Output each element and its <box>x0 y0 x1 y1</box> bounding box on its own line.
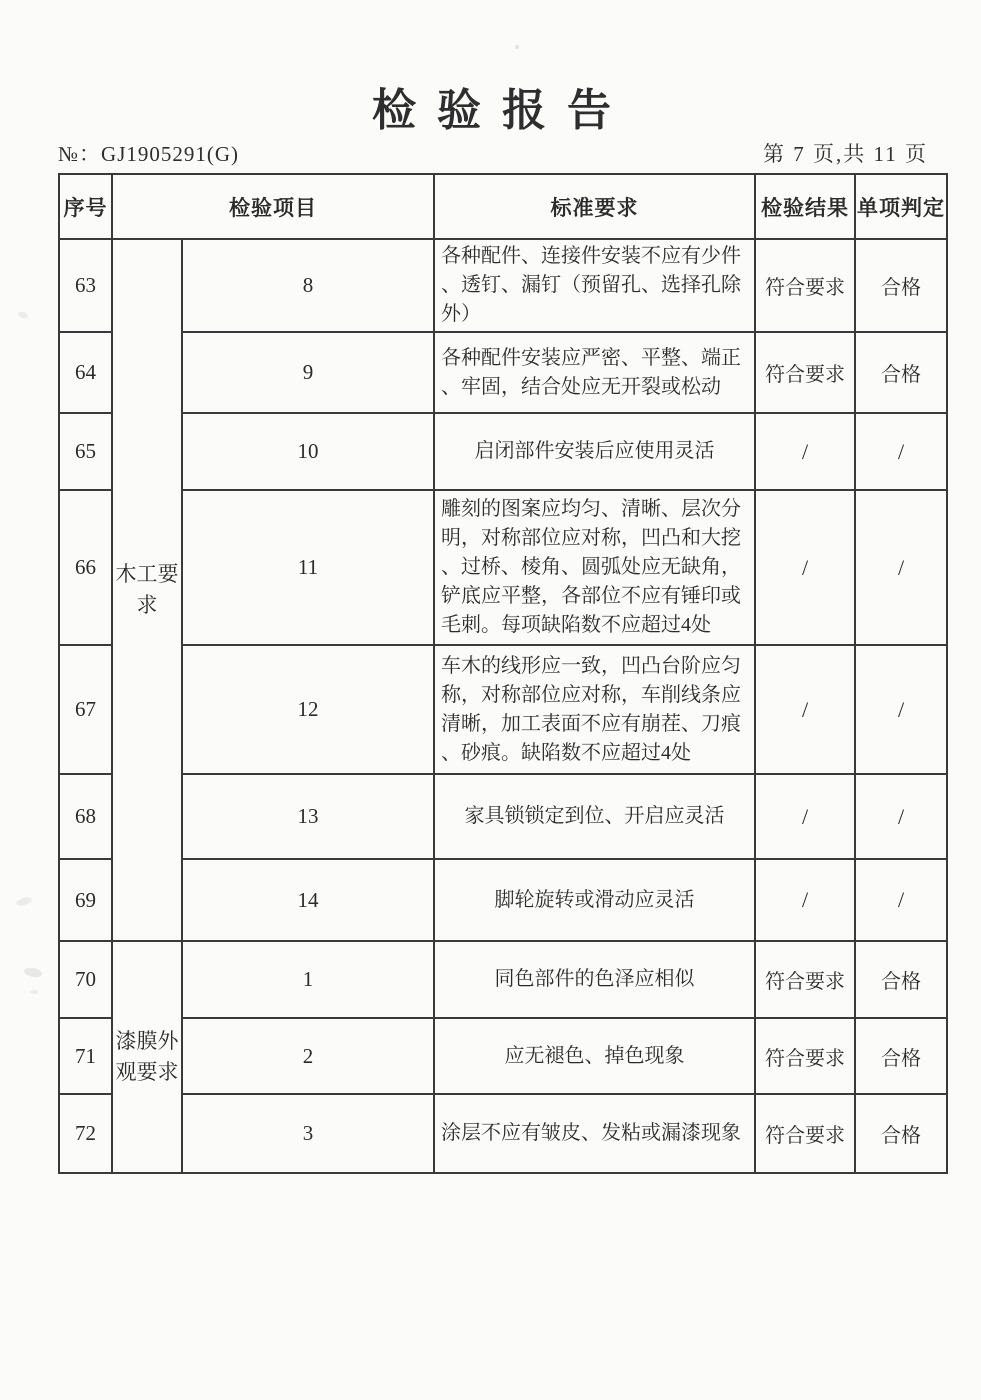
report-number: №：GJ1905291(G) <box>58 142 240 166</box>
result-cell: / <box>755 774 855 859</box>
item-no-cell: 14 <box>182 859 434 941</box>
judgment-cell: / <box>855 490 947 645</box>
judgment-cell: / <box>855 859 947 941</box>
item-no-cell: 8 <box>182 239 434 332</box>
requirement-cell: 涂层不应有皱皮、发粘或漏漆现象 <box>434 1094 755 1173</box>
result-cell: / <box>755 645 855 774</box>
table-row <box>59 1094 947 1173</box>
requirement-cell: 家具锁锁定到位、开启应灵活 <box>434 774 755 859</box>
item-no-cell: 3 <box>182 1094 434 1173</box>
seq-cell: 69 <box>59 859 112 941</box>
report-meta <box>58 138 928 168</box>
scan-artifact <box>515 45 519 49</box>
item-no-cell: 9 <box>182 332 434 413</box>
result-cell: / <box>755 413 855 490</box>
group-cell-paint-film: 漆膜外观要求 <box>112 941 182 1173</box>
requirement-cell: 各种配件安装应严密、平整、端正、牢固，结合处应无开裂或松动 <box>434 332 755 413</box>
table-row <box>59 490 947 645</box>
header-inspection-result: 检验结果 <box>755 174 855 239</box>
table-row <box>59 774 947 859</box>
table-row <box>59 413 947 490</box>
table-row <box>59 859 947 941</box>
judgment-cell: / <box>855 413 947 490</box>
item-no-cell: 10 <box>182 413 434 490</box>
requirement-cell: 启闭部件安装后应使用灵活 <box>434 413 755 490</box>
requirement-cell: 脚轮旋转或滑动应灵活 <box>434 859 755 941</box>
table-header-row <box>59 174 947 239</box>
item-no-cell: 12 <box>182 645 434 774</box>
page-number-info: 第 7 页,共 11 页 <box>763 142 928 166</box>
table-row <box>59 645 947 774</box>
requirement-cell: 同色部件的色泽应相似 <box>434 941 755 1018</box>
item-no-cell: 13 <box>182 774 434 859</box>
requirement-cell: 各种配件、连接件安装不应有少件、透钉、漏钉（预留孔、选择孔除外） <box>434 239 755 332</box>
requirement-cell: 车木的线形应一致，凹凸台阶应匀称，对称部位应对称，车削线条应清晰，加工表面不应有崩茬、刀痕、砂痕。缺陷数不应超过4处 <box>434 645 755 774</box>
header-item-judgment: 单项判定 <box>855 174 947 239</box>
inspection-table <box>58 173 948 1174</box>
result-cell: / <box>755 490 855 645</box>
scan-artifact <box>30 990 38 994</box>
requirement-cell: 应无褪色、掉色现象 <box>434 1018 755 1094</box>
table-row <box>59 239 947 332</box>
judgment-cell: 合格 <box>855 332 947 413</box>
item-no-cell: 11 <box>182 490 434 645</box>
seq-cell: 67 <box>59 645 112 774</box>
judgment-cell: 合格 <box>855 1018 947 1094</box>
judgment-cell: / <box>855 645 947 774</box>
seq-cell: 66 <box>59 490 112 645</box>
result-cell: 符合要求 <box>755 941 855 1018</box>
header-seq: 序号 <box>59 174 112 239</box>
judgment-cell: 合格 <box>855 941 947 1018</box>
seq-cell: 72 <box>59 1094 112 1173</box>
result-cell: 符合要求 <box>755 1094 855 1173</box>
seq-cell: 70 <box>59 941 112 1018</box>
judgment-cell: / <box>855 774 947 859</box>
result-cell: 符合要求 <box>755 239 855 332</box>
header-standard-requirement: 标准要求 <box>434 174 755 239</box>
table-row <box>59 941 947 1018</box>
seq-cell: 63 <box>59 239 112 332</box>
scan-artifact <box>17 310 28 319</box>
seq-cell: 65 <box>59 413 112 490</box>
group-cell-woodwork: 木工要求 <box>112 239 182 941</box>
judgment-cell: 合格 <box>855 1094 947 1173</box>
page-title: 检验报告 <box>372 86 632 135</box>
scan-artifact <box>23 966 42 979</box>
item-no-cell: 2 <box>182 1018 434 1094</box>
result-cell: 符合要求 <box>755 1018 855 1094</box>
result-cell: 符合要求 <box>755 332 855 413</box>
header-inspection-item: 检验项目 <box>112 174 434 239</box>
table-row <box>59 332 947 413</box>
requirement-cell: 雕刻的图案应均匀、清晰、层次分明，对称部位应对称，凹凸和大挖、过桥、棱角、圆弧处应无缺角，铲底应平整，各部位不应有锤印或毛刺。每项缺陷数不应超过4处 <box>434 490 755 645</box>
judgment-cell: 合格 <box>855 239 947 332</box>
item-no-cell: 1 <box>182 941 434 1018</box>
seq-cell: 71 <box>59 1018 112 1094</box>
seq-cell: 64 <box>59 332 112 413</box>
result-cell: / <box>755 859 855 941</box>
scan-artifact <box>15 896 32 907</box>
seq-cell: 68 <box>59 774 112 859</box>
table-row <box>59 1018 947 1094</box>
